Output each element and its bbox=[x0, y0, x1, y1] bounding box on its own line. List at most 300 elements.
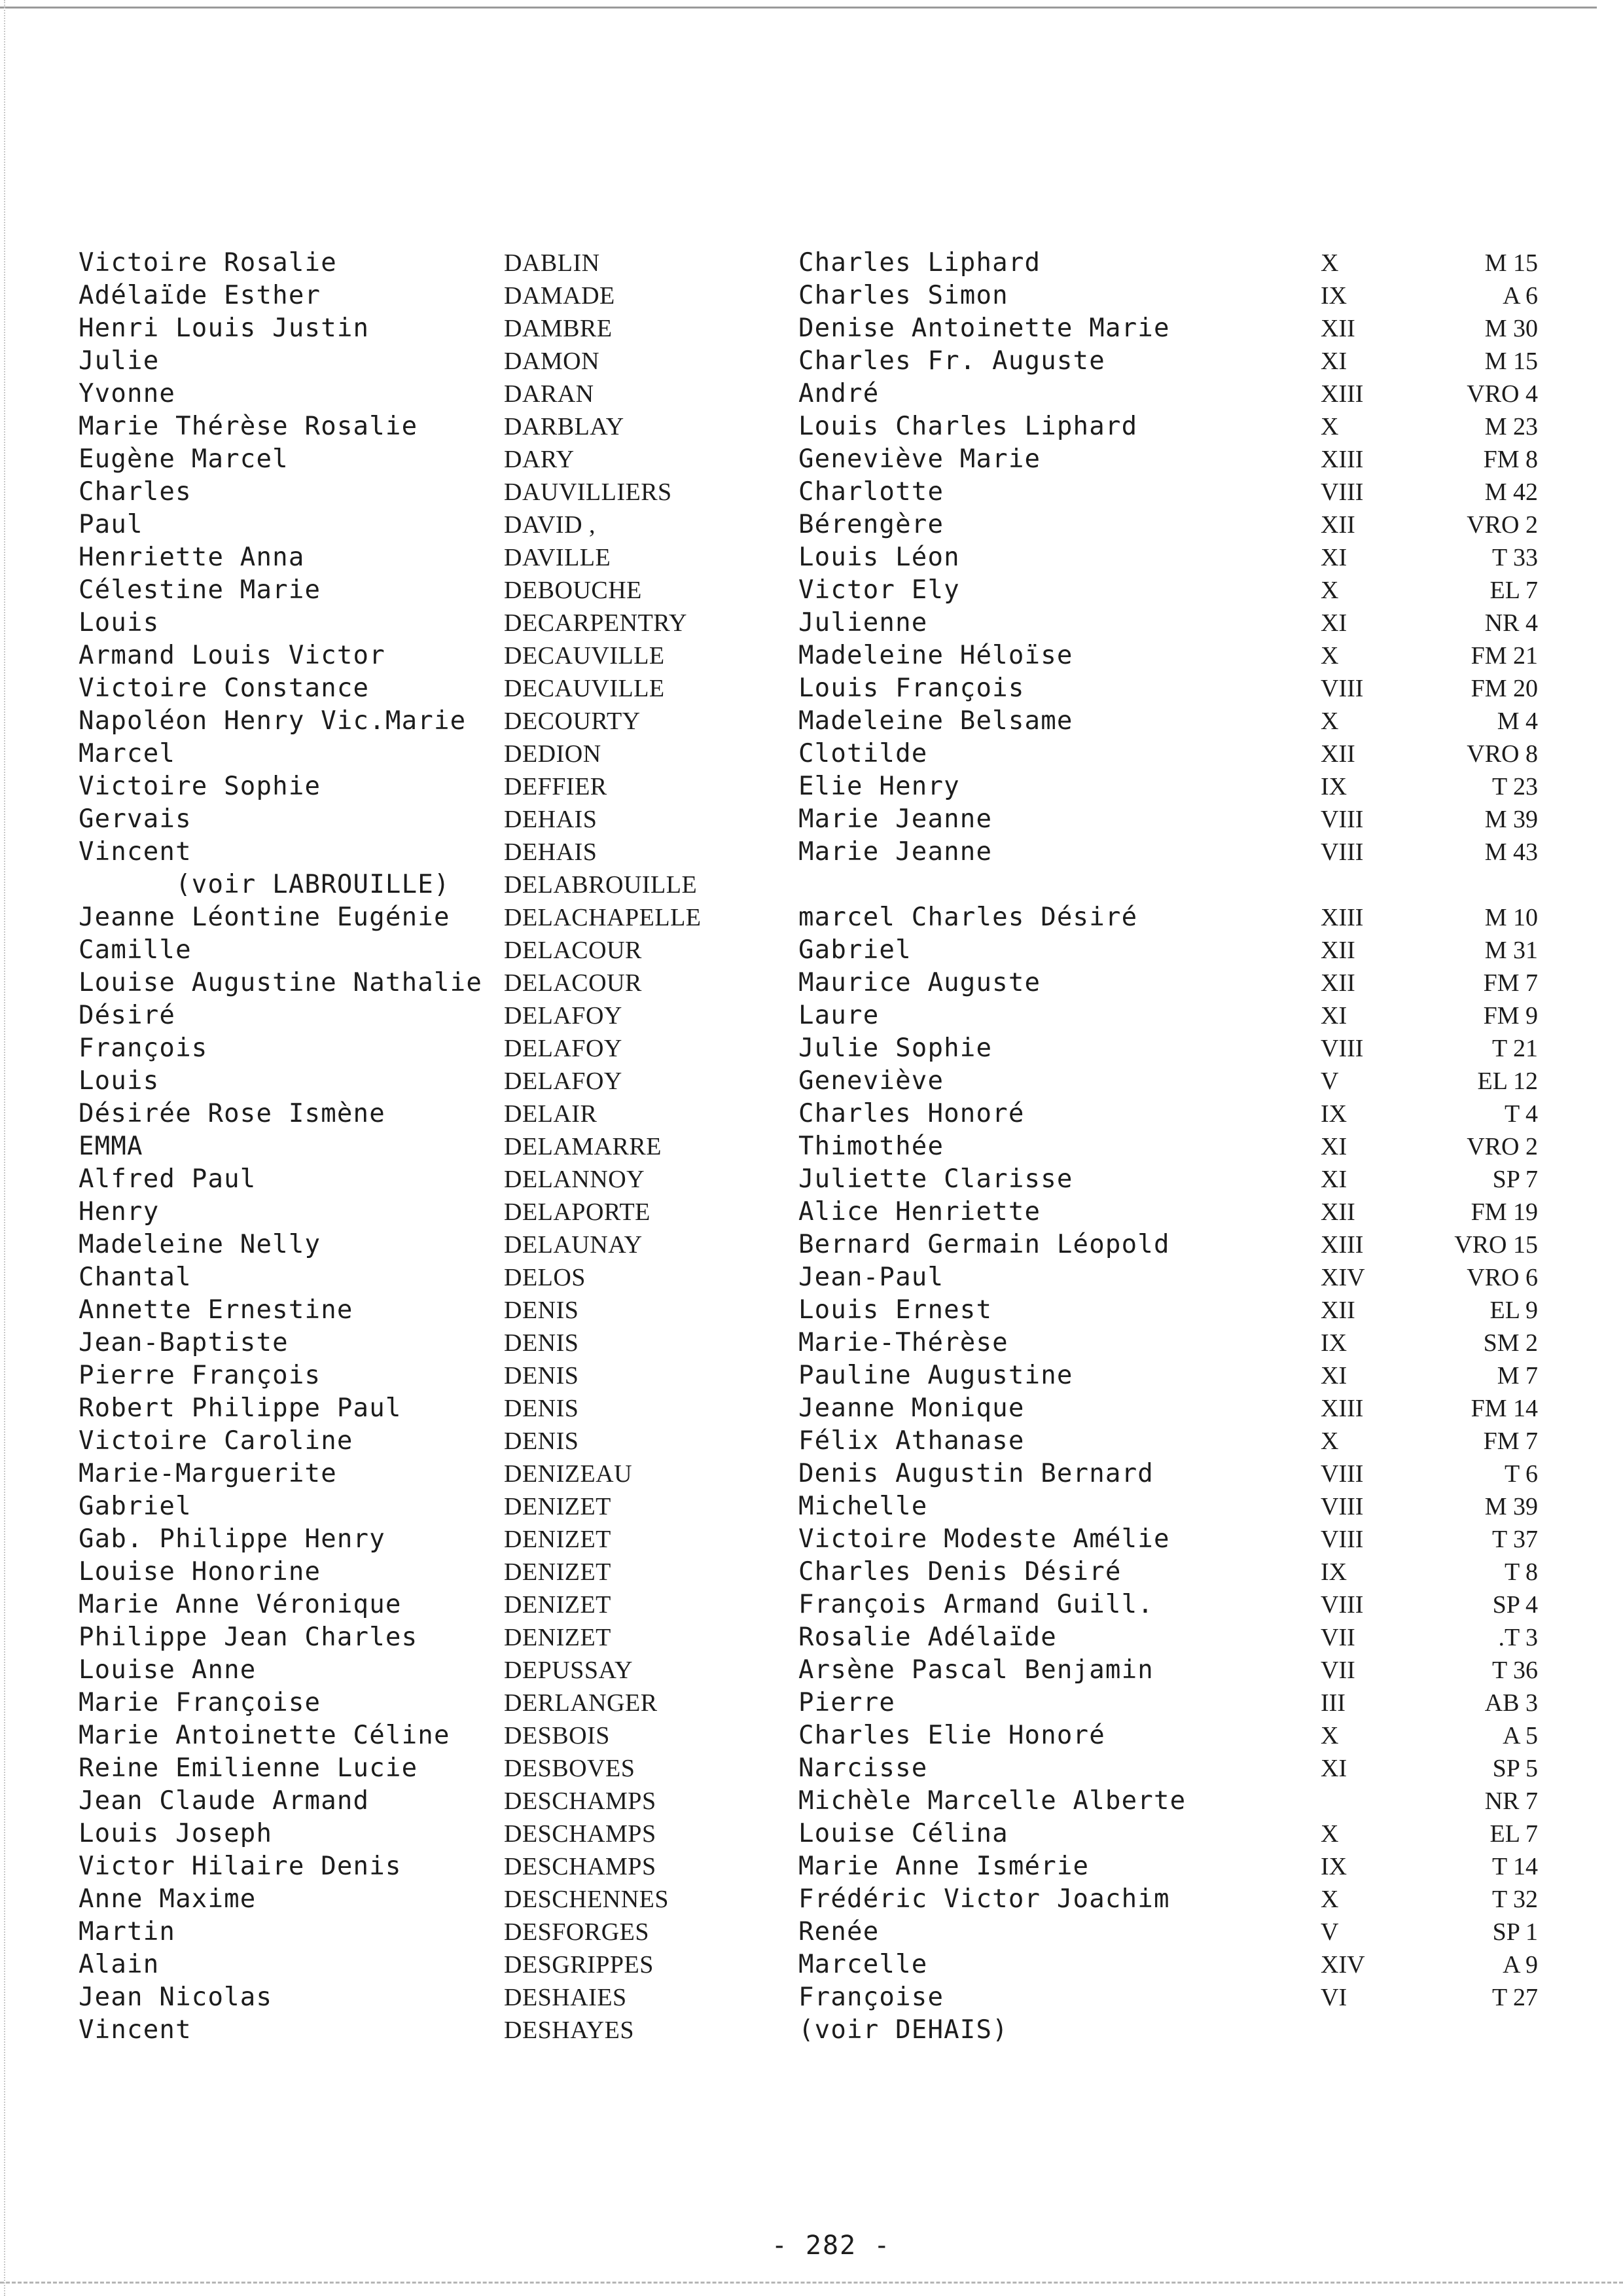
given-names: Pierre François bbox=[79, 1361, 321, 1390]
spouse-names: Julie Sophie bbox=[798, 1033, 993, 1063]
given-names: Anne Maxime bbox=[79, 1884, 257, 1914]
parish-code: T 36 bbox=[1491, 1657, 1538, 1684]
spouse-names: Arsène Pascal Benjamin bbox=[798, 1655, 1154, 1685]
register-entry bbox=[0, 1818, 1623, 1850]
register-entry bbox=[0, 1196, 1623, 1229]
parish-code: M 15 bbox=[1484, 249, 1538, 277]
register-volume: X bbox=[1321, 1722, 1339, 1749]
given-names: Paul bbox=[79, 510, 143, 539]
given-names: Annette Ernestine bbox=[79, 1295, 353, 1325]
register-volume: XI bbox=[1321, 348, 1347, 375]
parish-code: FM 7 bbox=[1483, 1427, 1538, 1455]
register-entry bbox=[0, 705, 1623, 738]
parish-code: M 39 bbox=[1484, 806, 1538, 833]
register-entry bbox=[0, 443, 1623, 476]
surname: DAUVILLIERS bbox=[504, 478, 672, 506]
register-volume: XIII bbox=[1321, 1231, 1364, 1259]
parish-code: FM 21 bbox=[1471, 642, 1538, 670]
surname: DENIZET bbox=[504, 1558, 611, 1586]
spouse-names: Marcelle bbox=[798, 1950, 928, 1979]
parish-code: FM 8 bbox=[1483, 446, 1538, 473]
register-volume: XIV bbox=[1321, 1264, 1365, 1291]
register-volume: III bbox=[1321, 1689, 1346, 1717]
register-volume: XIV bbox=[1321, 1951, 1365, 1979]
surname: DESHAYES bbox=[504, 2017, 634, 2044]
register-entry bbox=[0, 803, 1623, 836]
register-volume: VIII bbox=[1321, 838, 1364, 866]
register-volume: X bbox=[1321, 1886, 1339, 1913]
surname: DESGRIPPES bbox=[504, 1951, 654, 1979]
given-names: Marie Thérèse Rosalie bbox=[79, 412, 418, 441]
register-volume: VIII bbox=[1321, 675, 1364, 702]
parish-code: M 15 bbox=[1484, 348, 1538, 375]
parish-code: M 10 bbox=[1484, 904, 1538, 931]
surname: DESBOVES bbox=[504, 1755, 635, 1782]
surname: DESCHAMPS bbox=[504, 1787, 656, 1815]
given-names: Marie-Marguerite bbox=[79, 1459, 337, 1488]
register-volume: VIII bbox=[1321, 1591, 1364, 1619]
register-entry bbox=[0, 1883, 1623, 1916]
register-volume: XI bbox=[1321, 1133, 1347, 1160]
surname: DENIS bbox=[504, 1362, 579, 1390]
surname: DELAFOY bbox=[504, 1002, 622, 1030]
register-entry bbox=[0, 1130, 1623, 1163]
parish-code: M 30 bbox=[1484, 315, 1538, 342]
given-names: Victoire Rosalie bbox=[79, 248, 337, 278]
parish-code: VRO 6 bbox=[1467, 1264, 1538, 1291]
given-names: Napoléon Henry Vic.Marie bbox=[79, 706, 467, 736]
surname: DECARPENTRY bbox=[504, 609, 687, 637]
register-volume: VIII bbox=[1321, 1035, 1364, 1062]
parish-code: SM 2 bbox=[1483, 1329, 1538, 1357]
parish-code: T 21 bbox=[1491, 1035, 1538, 1062]
given-names: Vincent bbox=[79, 837, 192, 867]
parish-code: M 31 bbox=[1484, 937, 1538, 964]
register-entry bbox=[0, 1032, 1623, 1065]
register-volume: V bbox=[1321, 1067, 1339, 1095]
parish-code: T 37 bbox=[1491, 1526, 1538, 1553]
register-entry bbox=[0, 345, 1623, 378]
parish-code: EL 7 bbox=[1489, 577, 1538, 604]
spouse-names: Rosalie Adélaïde bbox=[798, 1623, 1057, 1652]
spouse-names: Clotilde bbox=[798, 739, 928, 768]
register-volume: XI bbox=[1321, 1002, 1347, 1030]
surname: DELAUNAY bbox=[504, 1231, 643, 1259]
register-entry bbox=[0, 934, 1623, 967]
surname: DELAFOY bbox=[504, 1035, 622, 1062]
surname: DENIZET bbox=[504, 1493, 611, 1520]
register-entry bbox=[0, 607, 1623, 639]
surname: DELAMARRE bbox=[504, 1133, 662, 1160]
surname: DAVILLE bbox=[504, 544, 611, 571]
spouse-names: Charles Elie Honoré bbox=[798, 1721, 1105, 1750]
surname: DAMBRE bbox=[504, 315, 613, 342]
surname: DEBOUCHE bbox=[504, 577, 642, 604]
spouse-names: André bbox=[798, 379, 880, 408]
spouse-names: Frédéric Victor Joachim bbox=[798, 1884, 1170, 1914]
register-entry bbox=[0, 1458, 1623, 1490]
parish-code: AB 3 bbox=[1484, 1689, 1538, 1717]
surname: DESHAIES bbox=[504, 1984, 627, 2011]
given-names: Louise Augustine Nathalie bbox=[79, 968, 482, 997]
parish-code: VRO 2 bbox=[1467, 1133, 1538, 1160]
surname: DABLIN bbox=[504, 249, 600, 277]
surname: DEHAIS bbox=[504, 806, 597, 833]
given-names: Robert Philippe Paul bbox=[79, 1393, 402, 1423]
parish-code: T 8 bbox=[1504, 1558, 1538, 1586]
register-entry bbox=[0, 279, 1623, 312]
parish-code: T 4 bbox=[1504, 1100, 1538, 1128]
register-volume: IX bbox=[1321, 1329, 1347, 1357]
register-volume: IX bbox=[1321, 1100, 1347, 1128]
given-names: (voir LABROUILLE) bbox=[79, 870, 450, 899]
given-names: Alain bbox=[79, 1950, 160, 1979]
register-volume: XI bbox=[1321, 1362, 1347, 1390]
register-volume: VIII bbox=[1321, 1526, 1364, 1553]
register-entry bbox=[0, 1065, 1623, 1098]
surname: DESCHENNES bbox=[504, 1886, 669, 1913]
register-entry bbox=[0, 1327, 1623, 1359]
parish-code: M 4 bbox=[1497, 708, 1538, 735]
register-entry bbox=[0, 1916, 1623, 1948]
register-entry bbox=[0, 1687, 1623, 1719]
spouse-names: Marie Anne Ismérie bbox=[798, 1852, 1090, 1881]
given-names: Reine Emilienne Lucie bbox=[79, 1753, 418, 1783]
spouse-names: (voir DEHAIS) bbox=[798, 2015, 1008, 2045]
surname: DELAPORTE bbox=[504, 1198, 651, 1226]
given-names: Désiré bbox=[79, 1001, 176, 1030]
given-names: Victoire Caroline bbox=[79, 1426, 353, 1456]
register-entry bbox=[0, 1752, 1623, 1785]
register-entry bbox=[0, 1556, 1623, 1588]
given-names: Célestine Marie bbox=[79, 575, 321, 605]
given-names: Jean-Baptiste bbox=[79, 1328, 289, 1357]
spouse-names: Bernard Germain Léopold bbox=[798, 1230, 1170, 1259]
parish-code: EL 12 bbox=[1477, 1067, 1538, 1095]
given-names: Victoire Sophie bbox=[79, 772, 321, 801]
register-entry bbox=[0, 1719, 1623, 1752]
parish-code: FM 20 bbox=[1471, 675, 1538, 702]
given-names: Gab. Philippe Henry bbox=[79, 1524, 385, 1554]
register-entry bbox=[0, 574, 1623, 607]
register-entry bbox=[0, 999, 1623, 1032]
given-names: Eugène Marcel bbox=[79, 444, 289, 474]
given-names: Henriette Anna bbox=[79, 543, 305, 572]
surname: DENIS bbox=[504, 1297, 579, 1324]
spouse-names: Marie Jeanne bbox=[798, 804, 993, 834]
parish-code: EL 7 bbox=[1489, 1820, 1538, 1848]
parish-code: VRO 8 bbox=[1467, 740, 1538, 768]
spouse-names: Narcisse bbox=[798, 1753, 928, 1783]
register-entry bbox=[0, 1163, 1623, 1196]
spouse-names: Madeleine Héloïse bbox=[798, 641, 1073, 670]
parish-code: T 27 bbox=[1491, 1984, 1538, 2011]
parish-code: VRO 2 bbox=[1467, 511, 1538, 539]
spouse-names: Victor Ely bbox=[798, 575, 960, 605]
register-entry bbox=[0, 1425, 1623, 1458]
register-volume: IX bbox=[1321, 1558, 1347, 1586]
spouse-names: Jeanne Monique bbox=[798, 1393, 1025, 1423]
given-names: Marie Anne Véronique bbox=[79, 1590, 402, 1619]
given-names: Désirée Rose Ismène bbox=[79, 1099, 385, 1128]
given-names: Marie Antoinette Céline bbox=[79, 1721, 450, 1750]
spouse-names: Louis Léon bbox=[798, 543, 960, 572]
register-entry bbox=[0, 1654, 1623, 1687]
spouse-names: Françoise bbox=[798, 1982, 944, 2012]
surname: DENIS bbox=[504, 1395, 579, 1422]
surname: DESFORGES bbox=[504, 1918, 649, 1946]
parish-code: T 32 bbox=[1491, 1886, 1538, 1913]
register-entry bbox=[0, 1392, 1623, 1425]
parish-code: SP 4 bbox=[1492, 1591, 1538, 1619]
surname: DESCHAMPS bbox=[504, 1853, 656, 1880]
spouse-names: Marie Jeanne bbox=[798, 837, 993, 867]
parish-code: VRO 4 bbox=[1467, 380, 1538, 408]
register-volume: XIII bbox=[1321, 1395, 1364, 1422]
given-names: Armand Louis Victor bbox=[79, 641, 385, 670]
parish-code: M 7 bbox=[1497, 1362, 1538, 1390]
given-names: Henri Louis Justin bbox=[79, 314, 370, 343]
register-volume: XII bbox=[1321, 1297, 1355, 1324]
register-volume: X bbox=[1321, 1820, 1339, 1848]
spouse-names: Charles Fr. Auguste bbox=[798, 346, 1105, 376]
spouse-names: Maurice Auguste bbox=[798, 968, 1041, 997]
surname: DESBOIS bbox=[504, 1722, 610, 1749]
parish-code: FM 14 bbox=[1471, 1395, 1538, 1422]
spouse-names: Thimothée bbox=[798, 1132, 944, 1161]
register-volume: X bbox=[1321, 1427, 1339, 1455]
spouse-names: Louis François bbox=[798, 673, 1025, 703]
register-volume: XI bbox=[1321, 1166, 1347, 1193]
parish-code: A 5 bbox=[1503, 1722, 1538, 1749]
register-entry bbox=[0, 1098, 1623, 1130]
register-volume: X bbox=[1321, 708, 1339, 735]
spouse-names: Laure bbox=[798, 1001, 880, 1030]
given-names: Alfred Paul bbox=[79, 1164, 257, 1194]
parish-code: M 23 bbox=[1484, 413, 1538, 440]
surname: DARBLAY bbox=[504, 413, 624, 440]
register-entry bbox=[0, 312, 1623, 345]
register-entry bbox=[0, 1294, 1623, 1327]
spouse-names: Madeleine Belsame bbox=[798, 706, 1073, 736]
spouse-names: Louis Charles Liphard bbox=[798, 412, 1138, 441]
spouse-names: Renée bbox=[798, 1917, 880, 1946]
register-entry bbox=[0, 1785, 1623, 1818]
given-names: Henry bbox=[79, 1197, 160, 1227]
register-volume: IX bbox=[1321, 1853, 1347, 1880]
register-volume: X bbox=[1321, 249, 1339, 277]
given-names: Victor Hilaire Denis bbox=[79, 1852, 402, 1881]
surname: DELOS bbox=[504, 1264, 586, 1291]
surname: DECAUVILLE bbox=[504, 675, 665, 702]
spouse-names: Juliette Clarisse bbox=[798, 1164, 1073, 1194]
register-volume: XI bbox=[1321, 1755, 1347, 1782]
given-names: Adélaïde Esther bbox=[79, 281, 321, 310]
given-names: Jean Nicolas bbox=[79, 1982, 273, 2012]
register-entry bbox=[0, 738, 1623, 770]
given-names: Louise Anne bbox=[79, 1655, 257, 1685]
surname: DEDION bbox=[504, 740, 601, 768]
given-names: Vincent bbox=[79, 2015, 192, 2045]
spouse-names: Denise Antoinette Marie bbox=[798, 314, 1170, 343]
register-volume: VII bbox=[1321, 1624, 1355, 1651]
parish-code: A 9 bbox=[1503, 1951, 1538, 1979]
spouse-names: Geneviève Marie bbox=[798, 444, 1041, 474]
parish-code: SP 5 bbox=[1492, 1755, 1538, 1782]
register-volume: XIII bbox=[1321, 446, 1364, 473]
surname: DAMON bbox=[504, 348, 600, 375]
register-volume: XI bbox=[1321, 544, 1347, 571]
spouse-names: Gabriel bbox=[798, 935, 912, 965]
register-volume: XII bbox=[1321, 937, 1355, 964]
register-entry bbox=[0, 869, 1623, 901]
register-entry bbox=[0, 378, 1623, 410]
parish-code: NR 7 bbox=[1484, 1787, 1538, 1815]
surname: DEFFIER bbox=[504, 773, 607, 800]
surname: DERLANGER bbox=[504, 1689, 658, 1717]
register-volume: XI bbox=[1321, 609, 1347, 637]
given-names: Charles bbox=[79, 477, 192, 507]
surname: DARY bbox=[504, 446, 575, 473]
given-names: Yvonne bbox=[79, 379, 176, 408]
surname: DENIZEAU bbox=[504, 1460, 633, 1488]
register-volume: VIII bbox=[1321, 806, 1364, 833]
given-names: Louis bbox=[79, 1066, 160, 1096]
register-volume: XII bbox=[1321, 1198, 1355, 1226]
spouse-names: Michèle Marcelle Alberte bbox=[798, 1786, 1186, 1816]
register-volume: VII bbox=[1321, 1657, 1355, 1684]
register-entry bbox=[0, 770, 1623, 803]
register-volume: VIII bbox=[1321, 1460, 1364, 1488]
spouse-names: marcel Charles Désiré bbox=[798, 903, 1138, 932]
surname: DELANNOY bbox=[504, 1166, 645, 1193]
surname: DENIZET bbox=[504, 1591, 611, 1619]
register-entry bbox=[0, 2014, 1623, 2047]
register-entry bbox=[0, 509, 1623, 541]
given-names: EMMA bbox=[79, 1132, 143, 1161]
given-names: Camille bbox=[79, 935, 192, 965]
surname: DAMADE bbox=[504, 282, 615, 310]
spouse-names: Julienne bbox=[798, 608, 928, 637]
register-entry bbox=[0, 901, 1623, 934]
parish-code: T 6 bbox=[1504, 1460, 1538, 1488]
parish-code: SP 1 bbox=[1492, 1918, 1538, 1946]
parish-code: FM 19 bbox=[1471, 1198, 1538, 1226]
parish-code: T 14 bbox=[1491, 1853, 1538, 1880]
surname: DELACOUR bbox=[504, 937, 642, 964]
spouse-names: François Armand Guill. bbox=[798, 1590, 1154, 1619]
parish-code: NR 4 bbox=[1484, 609, 1538, 637]
register-entry bbox=[0, 1850, 1623, 1883]
given-names: Martin bbox=[79, 1917, 176, 1946]
register-entry bbox=[0, 1229, 1623, 1261]
spouse-names: Pauline Augustine bbox=[798, 1361, 1073, 1390]
spouse-names: Elie Henry bbox=[798, 772, 960, 801]
given-names: François bbox=[79, 1033, 208, 1063]
surname: DELACOUR bbox=[504, 969, 642, 997]
register-entry bbox=[0, 1948, 1623, 1981]
spouse-names: Alice Henriette bbox=[798, 1197, 1041, 1227]
register-volume: VIII bbox=[1321, 478, 1364, 506]
register-entry bbox=[0, 967, 1623, 999]
spouse-names: Charles Simon bbox=[798, 281, 1008, 310]
register-volume: XII bbox=[1321, 740, 1355, 768]
register-volume: X bbox=[1321, 577, 1339, 604]
register-volume: XIII bbox=[1321, 904, 1364, 931]
given-names: Louis bbox=[79, 608, 160, 637]
given-names: Gabriel bbox=[79, 1492, 192, 1521]
register-entry bbox=[0, 541, 1623, 574]
register-volume: VIII bbox=[1321, 1493, 1364, 1520]
spouse-names: Victoire Modeste Amélie bbox=[798, 1524, 1170, 1554]
given-names: Louise Honorine bbox=[79, 1557, 321, 1587]
given-names: Jean Claude Armand bbox=[79, 1786, 370, 1816]
bottom-edge-rule bbox=[0, 2282, 1623, 2284]
register-entry bbox=[0, 1621, 1623, 1654]
given-names: Julie bbox=[79, 346, 160, 376]
given-names: Louis Joseph bbox=[79, 1819, 273, 1848]
surname: DENIZET bbox=[504, 1526, 611, 1553]
parish-code: SP 7 bbox=[1492, 1166, 1538, 1193]
surname: DECOURTY bbox=[504, 708, 641, 735]
page-number: - 282 - bbox=[771, 2231, 891, 2261]
register-entry bbox=[0, 1523, 1623, 1556]
surname: DEHAIS bbox=[504, 838, 597, 866]
spouse-names: Charles Liphard bbox=[798, 248, 1041, 278]
given-names: Madeleine Nelly bbox=[79, 1230, 321, 1259]
parish-code: VRO 15 bbox=[1454, 1231, 1538, 1259]
surname: DELACHAPELLE bbox=[504, 904, 702, 931]
register-volume: IX bbox=[1321, 282, 1347, 310]
register-volume: VI bbox=[1321, 1984, 1347, 2011]
register-volume: X bbox=[1321, 413, 1339, 440]
parish-code: EL 9 bbox=[1489, 1297, 1538, 1324]
parish-code: M 42 bbox=[1484, 478, 1538, 506]
given-names: Gervais bbox=[79, 804, 192, 834]
register-volume: XII bbox=[1321, 511, 1355, 539]
spouse-names: Charles Honoré bbox=[798, 1099, 1025, 1128]
spouse-names: Louis Ernest bbox=[798, 1295, 993, 1325]
given-names: Chantal bbox=[79, 1263, 192, 1292]
parish-code: A 6 bbox=[1503, 282, 1538, 310]
surname: DENIZET bbox=[504, 1624, 611, 1651]
spouse-names: Pierre bbox=[798, 1688, 896, 1717]
surname: DARAN bbox=[504, 380, 594, 408]
register-entry bbox=[0, 247, 1623, 279]
register-entry bbox=[0, 1588, 1623, 1621]
surname: DECAUVILLE bbox=[504, 642, 665, 670]
spouse-names: Charlotte bbox=[798, 477, 944, 507]
spouse-names: Michelle bbox=[798, 1492, 928, 1521]
spouse-names: Marie-Thérèse bbox=[798, 1328, 1008, 1357]
given-names: Marcel bbox=[79, 739, 176, 768]
given-names: Victoire Constance bbox=[79, 673, 370, 703]
register-volume: V bbox=[1321, 1918, 1339, 1946]
spouse-names: Félix Athanase bbox=[798, 1426, 1025, 1456]
register-volume: IX bbox=[1321, 773, 1347, 800]
surname: DENIS bbox=[504, 1329, 579, 1357]
surname: DELAIR bbox=[504, 1100, 597, 1128]
spouse-names: Geneviève bbox=[798, 1066, 944, 1096]
surname: DELAFOY bbox=[504, 1067, 622, 1095]
parish-code: M 39 bbox=[1484, 1493, 1538, 1520]
spouse-names: Bérengère bbox=[798, 510, 944, 539]
register-entry bbox=[0, 410, 1623, 443]
register-volume: XII bbox=[1321, 315, 1355, 342]
register-entry bbox=[0, 639, 1623, 672]
spouse-names: Denis Augustin Bernard bbox=[798, 1459, 1154, 1488]
given-names: Philippe Jean Charles bbox=[79, 1623, 418, 1652]
